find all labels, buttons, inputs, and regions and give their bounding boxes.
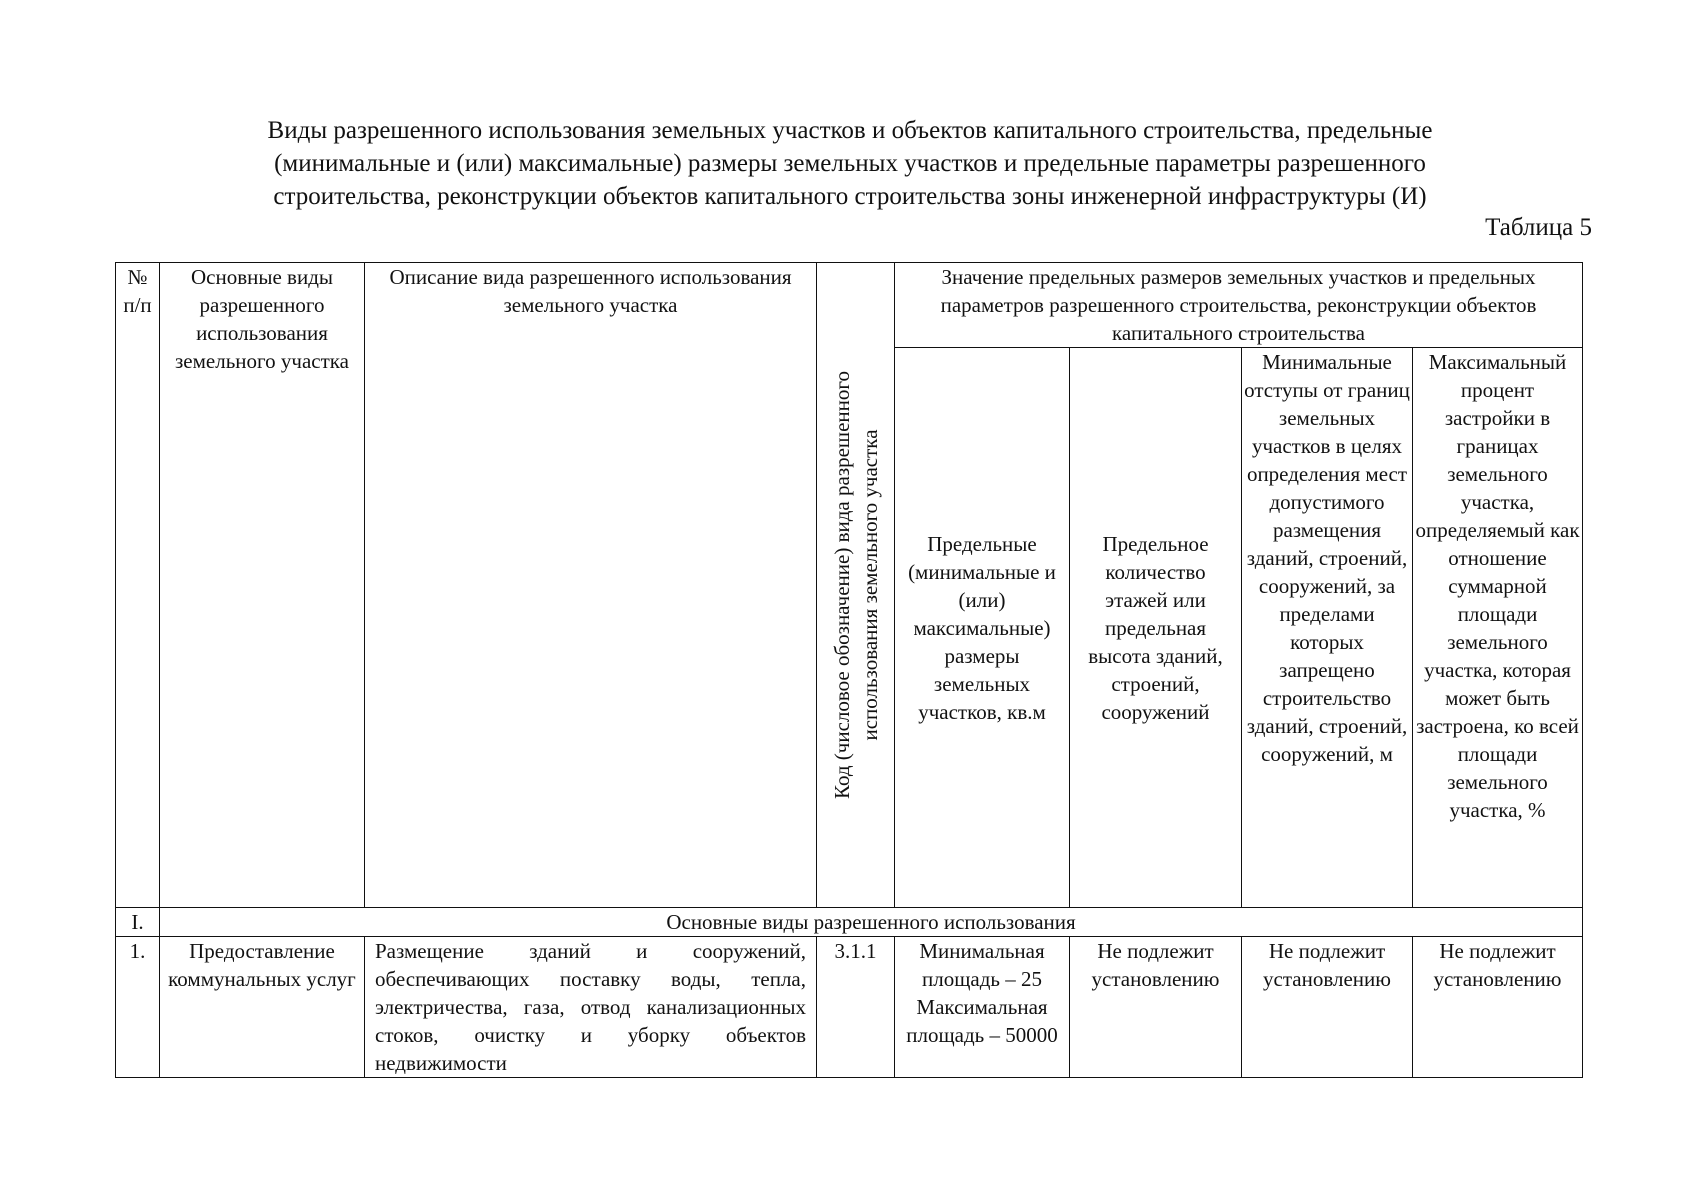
header-code: Код (числовое обозначение) вида разрешенного использования земельного участка xyxy=(830,371,882,800)
row-setbacks: Не подлежит установлению xyxy=(1242,937,1413,1078)
row-sizes-max: Максимальная площадь – 50000 xyxy=(906,995,1058,1047)
land-use-table xyxy=(115,262,1583,1078)
header-description: Описание вида разрешенного использования земельного участка xyxy=(365,263,817,908)
header-floors: Предельное количество этажей или предельная высота зданий, строений, сооружений xyxy=(1070,348,1242,908)
row-type: Предоставление коммунальных услуг xyxy=(160,937,365,1078)
section-title: Основные виды разрешенного использования xyxy=(160,908,1583,937)
title-line-3: строительства, реконструкции объектов капитального строительства зоны инженерной инфраструктуры (И) xyxy=(273,183,1427,210)
row-coverage: Не подлежит установлению xyxy=(1413,937,1583,1078)
table-label: Таблица 5 xyxy=(1485,214,1592,241)
document-title xyxy=(150,114,1550,213)
header-code-cell xyxy=(817,263,895,908)
table-row xyxy=(116,937,1583,1078)
header-sizes: Предельные (минимальные и (или) максимальные) размеры земельных участков, кв.м xyxy=(895,348,1070,908)
header-coverage: Максимальный процент застройки в границах земельного участка, определяемый как отношение суммарной площади земельного участка, которая может быть застроена, ко всей площади земельного участка, % xyxy=(1413,348,1583,908)
row-sizes xyxy=(895,937,1070,1078)
row-num: 1. xyxy=(116,937,160,1078)
header-main-types: Основные виды разрешенного использования земельного участка xyxy=(160,263,365,908)
row-code: 3.1.1 xyxy=(817,937,895,1078)
row-sizes-min: Минимальная площадь – 25 xyxy=(919,939,1045,991)
row-floors: Не подлежит установлению xyxy=(1070,937,1242,1078)
title-line-2: (минимальные и (или) максимальные) размеры земельных участков и предельные параметры разрешенного xyxy=(274,150,1426,177)
row-description: Размещение зданий и сооружений, обеспечивающих поставку воды, тепла, электричества, газа, отвод канализационных стоков, очистку и уборку объектов недвижимости xyxy=(365,937,817,1078)
header-limits-group: Значение предельных размеров земельных участков и предельных параметров разрешенного строительства, реконструкции объектов капитального строительства xyxy=(895,263,1583,348)
header-num: № п/п xyxy=(116,263,160,908)
section-num: I. xyxy=(116,908,160,937)
header-setbacks: Минимальные отступы от границ земельных участков в целях определения мест допустимого размещения зданий, строений, сооружений, за пределами которых запрещено строительство зданий, строений, сооружений, м xyxy=(1242,348,1413,908)
title-line-1: Виды разрешенного использования земельных участков и объектов капитального строительства, предельные xyxy=(267,117,1433,144)
